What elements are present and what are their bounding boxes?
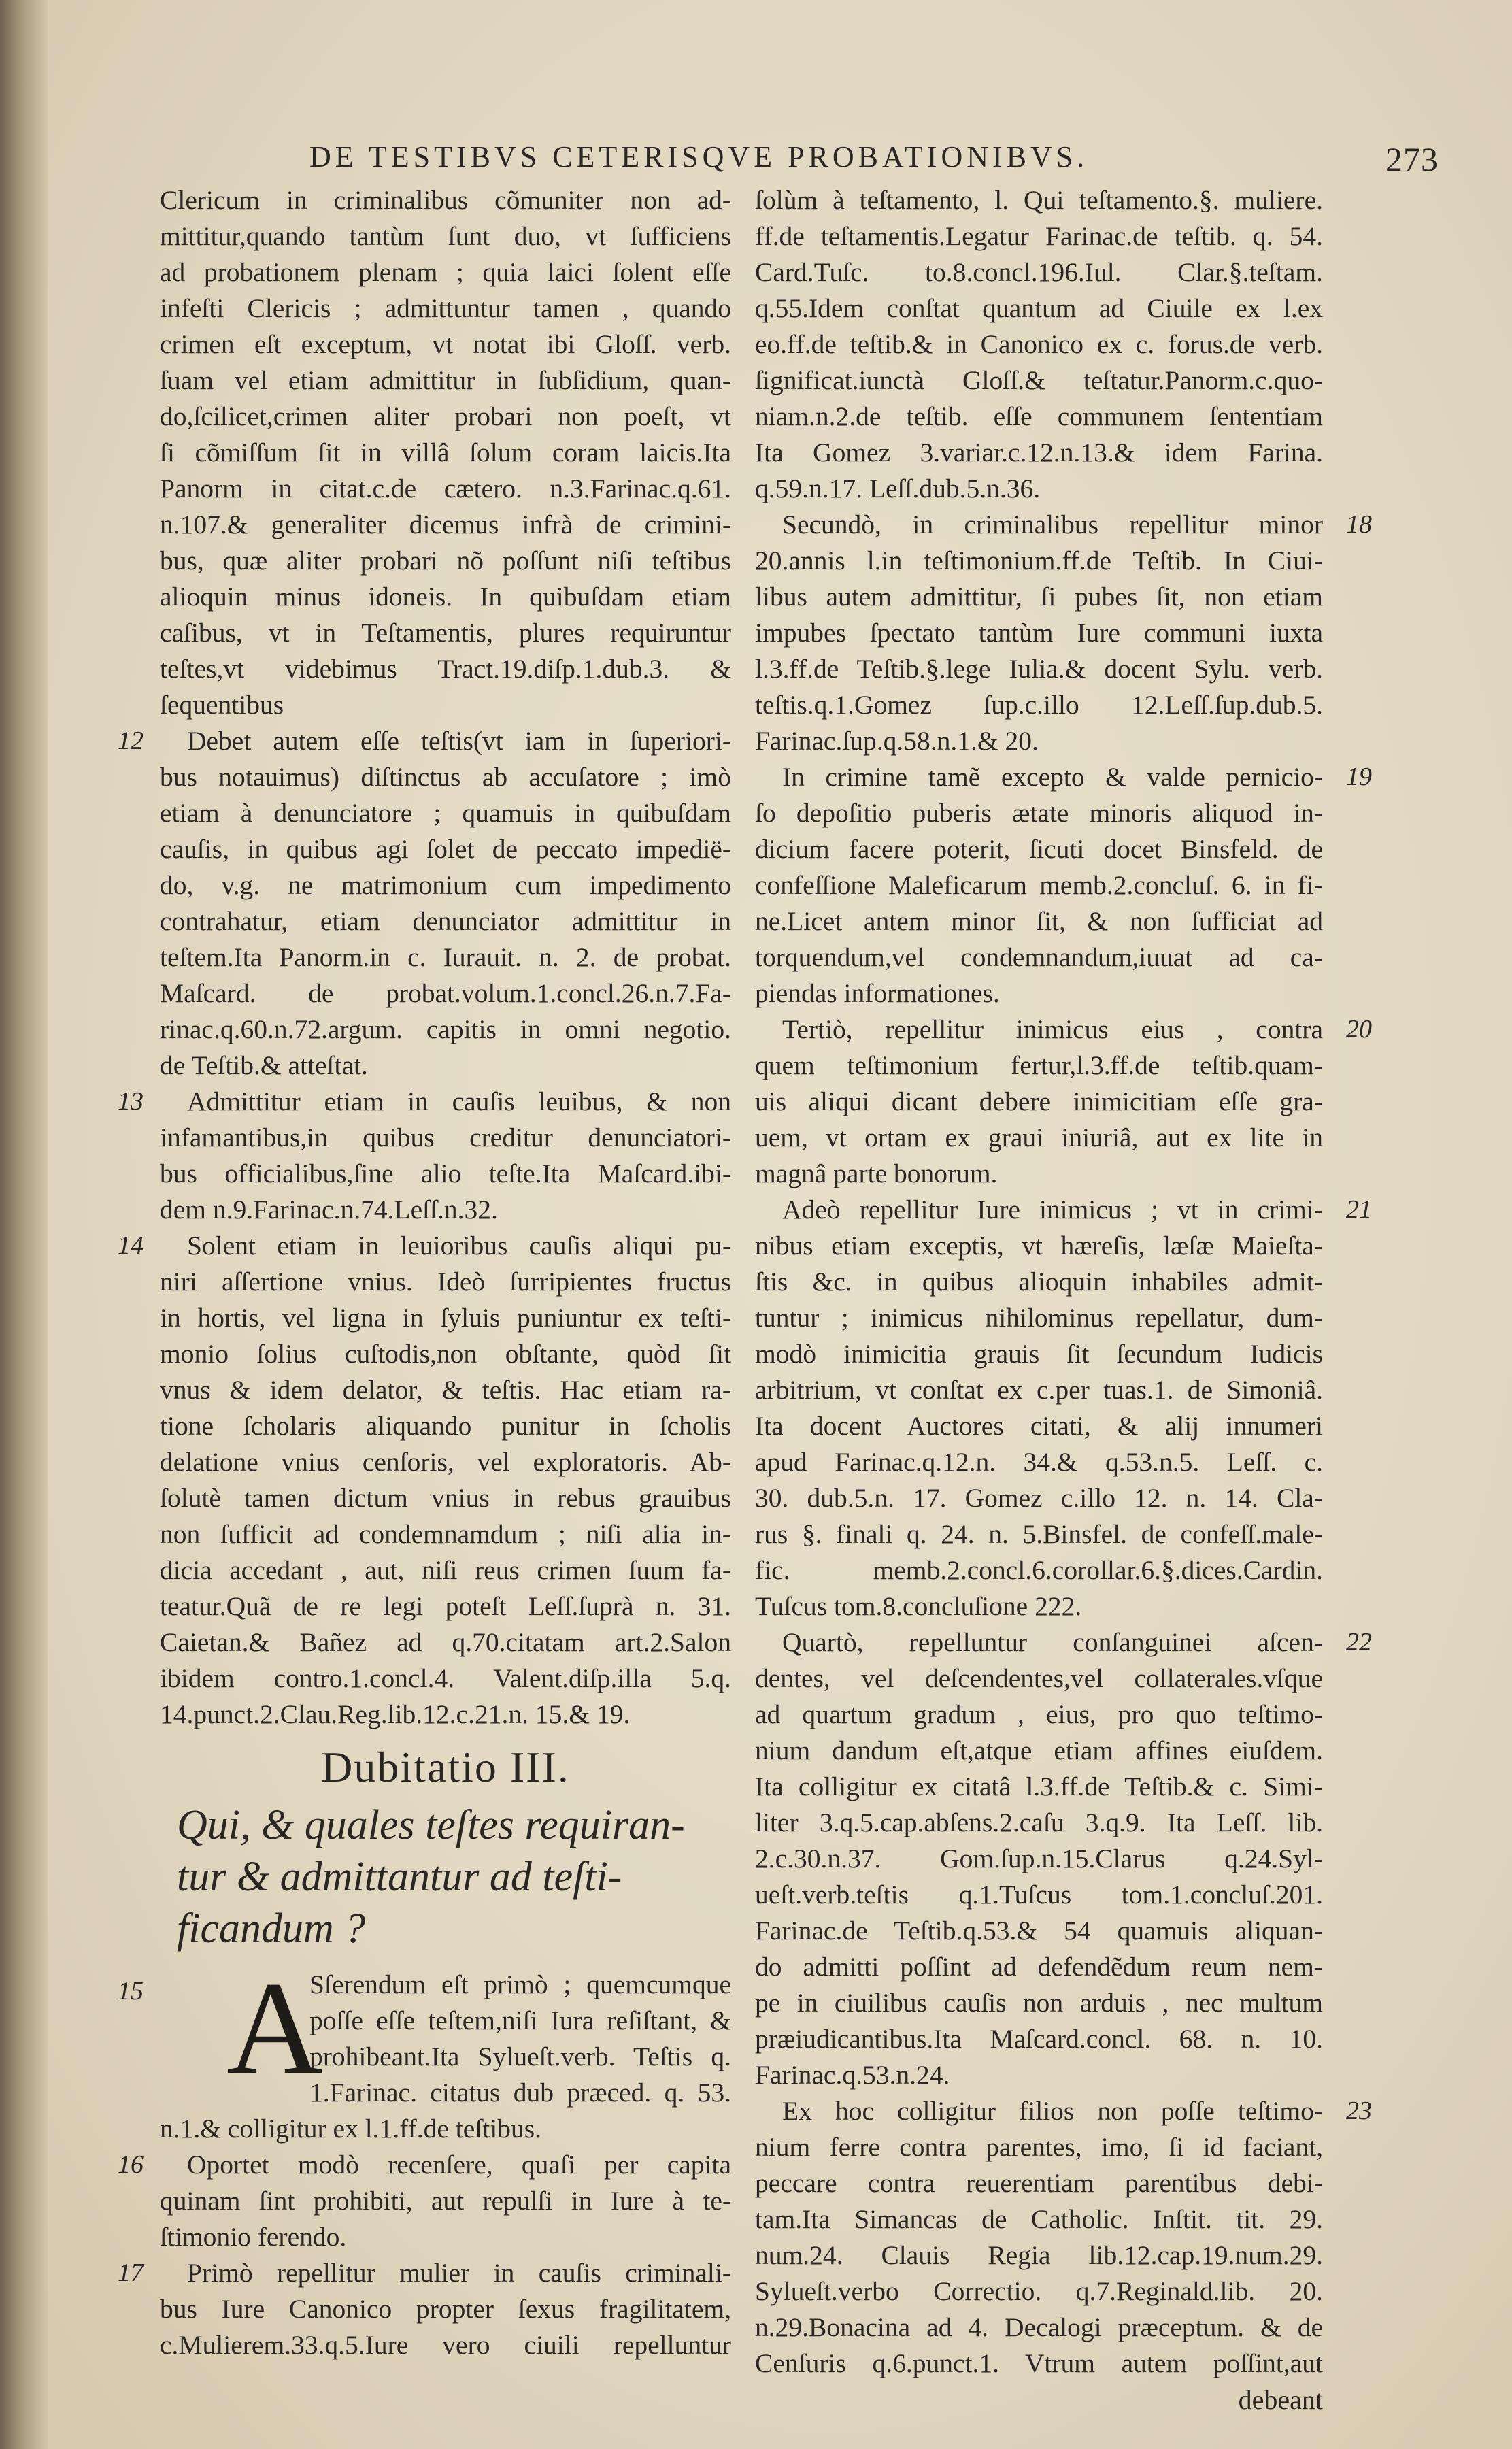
paragraph-18 (755, 507, 1372, 759)
paragraph-13 (118, 1084, 731, 1228)
text-line: in hortis, vel ligna in ſyluis puniuntur ex teſti- (160, 1303, 731, 1333)
page-gutter (0, 0, 48, 2449)
text-line: c.Mulierem.33.q.5.Iure vero ciuili repelluntur (160, 2330, 731, 2360)
text-line: ſuam vel etiam admittitur in ſubſidium, quan- (160, 365, 731, 395)
paragraph-21 (755, 1192, 1372, 1625)
text-line: l.3.ff.de Teſtib.§.lege Iulia.& docent Sylu. verb. (755, 654, 1323, 684)
left-paragraph-continued (160, 182, 731, 723)
text-line: dicium facere poterit, ſicuti docet Binsfeld. de (755, 834, 1323, 864)
text-line: modò inimicitia grauis ſit ſecundum Iudicis (755, 1339, 1323, 1369)
text-line: n.29.Bonacina ad 4. Decalogi præceptum. & de (755, 2312, 1323, 2342)
text-line: dicia accedant , aut, niſi reus crimen ſuum fa- (160, 1555, 731, 1585)
paragraph-23 (755, 2093, 1372, 2382)
text-line: alioquin minus idoneis. In quibuſdam etiam (160, 582, 731, 612)
text-line: torquendum,vel condemnandum,iuuat ad ca- (755, 942, 1323, 972)
paragraph-22 (755, 1625, 1372, 2093)
text-line: præiudicantibus.Ita Maſcard.concl. 68. n. 10. (755, 2024, 1323, 2054)
text-line: vnus & idem delator, & teſtis. Hac etiam ra- (160, 1375, 731, 1405)
text-line: quinam ſint prohibiti, aut repulſi in Iure à te- (160, 2186, 731, 2216)
text-line: Farinac.de Teſtib.q.53.& 54 quamuis aliquan- (755, 1916, 1323, 1946)
text-line: Farinac.q.53.n.24. (755, 2060, 950, 2090)
text-line: nium ferre contra parentes, imo, ſi id faciant, (755, 2132, 1323, 2162)
text-line: tuntur ; inimicus nihilominus repellatur, dum- (755, 1303, 1323, 1333)
text-line: q.55.Idem conſtat quantum ad Ciuile ex l.ex (755, 293, 1323, 323)
text-line: teatur.Quã de re legi poteſt Leſſ.ſuprà n. 31. (160, 1591, 731, 1621)
text-line: piendas informationes. (755, 978, 1000, 1008)
text-line: 30. dub.5.n. 17. Gomez c.illo 12. n. 14. Cla- (755, 1483, 1323, 1513)
text-line: etiam à denunciatore ; quamuis in quibuſdam (160, 798, 731, 828)
text-line: bus Iure Canonico propter ſexus fragilitatem, (160, 2294, 731, 2324)
margin-number: 13 (118, 1087, 144, 1116)
text-line: Tuſcus tom.8.concluſione 222. (755, 1591, 1082, 1621)
right-paragraph-continued (755, 182, 1323, 507)
text-line: ſo depoſitio puberis ætate minoris aliquod in- (755, 798, 1323, 828)
text-line: rus §. finali q. 24. n. 5.Binsfel. de confeſſ.male- (755, 1519, 1323, 1549)
margin-number: 16 (118, 2150, 144, 2179)
text-line: Adeò repellitur Iure inimicus ; vt in crimi- (782, 1195, 1323, 1224)
margin-number: 22 (1346, 1628, 1372, 1656)
subtitle-line: Qui, & quales teſtes requiran- (177, 1802, 685, 1848)
subtitle-line: tur & admittantur ad teſti- (177, 1854, 622, 1900)
text-line: delatione vnius cenſoris, vel exploratoris. Ab- (160, 1447, 731, 1477)
text-line: Ita docent Auctores citati, & alij innumeri (755, 1411, 1323, 1441)
text-line: infamantibus,in quibus creditur denunciatori- (160, 1122, 731, 1152)
text-line: dem n.9.Farinac.n.74.Leſſ.n.32. (160, 1195, 498, 1224)
text-line: Primò repellitur mulier in cauſis criminali- (187, 2258, 731, 2288)
paragraph-16 (118, 2147, 731, 2255)
text-line: niri aſſertione vnius. Ideò ſurripientes fructus (160, 1267, 731, 1297)
text-line: ſtimonio ferendo. (160, 2222, 347, 2252)
text-line: fic. memb.2.concl.6.corollar.6.§.dices.Cardin. (755, 1555, 1323, 1585)
margin-number: 12 (118, 727, 144, 755)
text-line: caſibus, vt in Teſtamentis, plures requiruntur (160, 618, 731, 648)
margin-number: 20 (1346, 1015, 1372, 1044)
text-line: In crimine tamẽ excepto & valde pernicio- (782, 762, 1323, 792)
text-line: rinac.q.60.n.72.argum. capitis in omni negotio. (160, 1014, 731, 1044)
text-line: Card.Tuſc. to.8.concl.196.Iul. Clar.§.teſtam. (755, 257, 1323, 287)
page-header (309, 139, 1439, 180)
text-line: Cenſuris q.6.punct.1. Vtrum autem poſſint,aut (755, 2348, 1323, 2378)
text-line: 14.punct.2.Clau.Reg.lib.12.c.21.n. 15.& 19. (160, 1699, 631, 1729)
text-line: magnâ parte bonorum. (755, 1159, 998, 1188)
text-line: n.1.& colligitur ex l.1.ff.de teſtibus. (160, 2114, 541, 2144)
text-line: ueſt.verb.teſtis q.1.Tuſcus tom.1.concluſ.201. (755, 1880, 1323, 1910)
text-line: ſtis &c. in quibus alioquin inhabiles admit- (755, 1267, 1323, 1297)
paragraph-14 (118, 1228, 731, 1733)
section-subtitle (160, 1799, 731, 1954)
text-line: confeſſione Maleficarum memb.2.concluſ. 6. in fi- (755, 870, 1323, 900)
margin-number: 21 (1346, 1195, 1372, 1224)
catchword: debeant (1238, 2384, 1323, 2415)
text-line: cauſis, in quibus agi ſolet de peccato impedië- (160, 834, 731, 864)
text-line: niam.n.2.de teſtib. eſſe communem ſententiam (755, 401, 1323, 431)
text-line: 2.c.30.n.37. Gom.ſup.n.15.Clarus q.24.Syl- (755, 1844, 1323, 1873)
text-line: pe in ciuilibus cauſis non arduis , nec multum (755, 1988, 1323, 2018)
paragraph-17 (118, 2255, 731, 2363)
text-line: do, v.g. ne matrimonium cum impedimento (160, 870, 731, 900)
paragraph-20 (755, 1012, 1372, 1192)
margin-number: 14 (118, 1231, 144, 1260)
text-line: q.59.n.17. Leſſ.dub.5.n.36. (755, 473, 1041, 503)
text-line: tione ſcholaris aliquando punitur in ſcholis (160, 1411, 731, 1441)
text-line: peccare contra reuerentiam parentibus debi- (755, 2168, 1323, 2198)
left-column (118, 182, 731, 2363)
text-line: ff.de teſtamentis.Legatur Farinac.de teſtib. q. 54. (755, 221, 1323, 251)
text-line: Sſerendum eſt primò ; quemcumque (309, 1969, 731, 1999)
text-line: tam.Ita Simancas de Catholic. Inſtit. tit. 29. (755, 2204, 1323, 2234)
margin-number: 23 (1346, 2097, 1372, 2125)
text-line: mittitur,quando tantùm ſunt duo, vt ſufficiens (160, 221, 731, 251)
text-line: Ita colligitur ex citatâ l.3.ff.de Teſtib.& c. Simi- (755, 1771, 1323, 1801)
margin-number: 17 (118, 2259, 144, 2287)
text-line: teſtem.Ita Panorm.in c. Iurauit. n. 2. de probat. (160, 942, 731, 972)
paragraph-19 (755, 759, 1372, 1012)
text-line: ſignificat.iunctà Gloſſ.& teſtatur.Panorm.c.quo- (755, 365, 1323, 395)
text-line: contrahatur, etiam denunciator admittitur in (160, 906, 731, 936)
text-line: libus autem admittitur, ſi pubes ſit, non etiam (755, 582, 1323, 612)
paragraph-12 (118, 723, 731, 1084)
page-number: 273 (1385, 140, 1439, 178)
text-line: uem, vt ortam ex graui iniuriâ, aut ex lite in (755, 1122, 1323, 1152)
right-column (755, 182, 1372, 2419)
text-line: ſolutè tamen dictum vnius in rebus grauibus (160, 1483, 731, 1513)
text-line: teſtes,vt videbimus Tract.19.diſp.1.dub.3. & (160, 654, 731, 684)
text-line: ſequentibus (160, 690, 284, 720)
text-line: ne.Licet antem minor ſit, & non ſufficiat ad (755, 906, 1323, 936)
catchword-row (755, 2382, 1323, 2419)
text-line: dentes, vel deſcendentes,vel collaterales.vſque (755, 1663, 1323, 1693)
running-head: DE TESTIBVS CETERISQVE PROBATIONIBVS. (309, 140, 1089, 173)
text-line: eo.ff.de teſtib.& in Canonico ex c. forus.de verb. (755, 329, 1323, 359)
text-line: Admittitur etiam in cauſis leuibus, & non (187, 1086, 731, 1116)
text-line: prohibeant.Ita Sylueſt.verb. Teſtis q. (309, 2042, 731, 2071)
subtitle-line: ficandum ? (177, 1905, 366, 1952)
text-line: do admitti poſſint ad defendẽdum reum nem- (755, 1952, 1323, 1982)
text-line: bus officialibus,ſine alio teſte.Ita Maſcard.ibi- (160, 1159, 731, 1188)
text-line: Ita Gomez 3.variar.c.12.n.13.& idem Farina. (755, 437, 1323, 467)
text-line: 20.annis l.in teſtimonium.ff.de Teſtib. In Ciui- (755, 546, 1323, 576)
text-line: bus notauimus) diſtinctus ab accuſatore ; imò (160, 762, 731, 792)
text-line: bus, quæ aliter probari nõ poſſunt niſi teſtibus (160, 546, 731, 576)
text-line: liter 3.q.5.cap.abſens.2.caſu 3.q.9. Ita Leſſ. lib. (755, 1807, 1323, 1837)
text-line: 1.Farinac. citatus dub præced. q. 53. (309, 2078, 731, 2108)
text-line: ibidem contro.1.concl.4. Valent.diſp.illa 5.q. (160, 1663, 731, 1693)
text-line: n.107.& generaliter dicemus infrà de crimini- (160, 510, 731, 539)
text-line: ſi cõmiſſum ſit in villâ ſolum coram laicis.Ita (160, 437, 731, 467)
text-line: Ex hoc colligitur filios non poſſe teſtimo- (782, 2096, 1323, 2126)
text-line: Farinac.ſup.q.58.n.1.& 20. (755, 726, 1039, 756)
text-line: Solent etiam in leuioribus cauſis aliqui pu- (187, 1231, 731, 1261)
text-line: nium dandum eſt,atque etiam affines eiuſdem. (755, 1735, 1323, 1765)
text-line: non ſufficit ad condemnamdum ; niſi alia in- (160, 1519, 731, 1549)
text-line: ſolùm à teſtamento, l. Qui teſtamento.§. muliere. (755, 185, 1323, 215)
text-line: quem teſtimonium fertur,l.3.ff.de teſtib.quam- (755, 1050, 1323, 1080)
text-line: Oportet modò recenſere, quaſi per capita (187, 2150, 731, 2180)
text-line: ad probationem plenam ; quia laici ſolent eſſe (160, 257, 731, 287)
section-heading: Dubitatio III. (321, 1743, 570, 1791)
text-line: Panorm in citat.c.de cætero. n.3.Farinac.q.61. (160, 473, 731, 503)
drop-cap: A (226, 1954, 323, 2102)
margin-number: 15 (118, 1977, 144, 2005)
text-line: nibus etiam exceptis, vt hæreſis, læſæ Maieſta- (755, 1231, 1323, 1261)
text-line: crimen eſt exceptum, vt notat ibi Gloſſ. verb. (160, 329, 731, 359)
text-line: ad quartum gradum , eius, pro quo teſtimo- (755, 1699, 1323, 1729)
text-line: impubes ſpectato tantùm Iure communi iuxta (755, 618, 1323, 648)
paragraph-15 (118, 1954, 731, 2147)
text-line: Tertiò, repellitur inimicus eius , contra (782, 1014, 1323, 1044)
text-line: Clericum in criminalibus cõmuniter non ad- (160, 185, 731, 215)
margin-number: 19 (1346, 763, 1372, 791)
text-line: Sylueſt.verbo Correctio. q.7.Reginald.lib. 20. (755, 2276, 1323, 2306)
text-line: Secundò, in criminalibus repellitur minor (782, 510, 1323, 539)
text-line: Caietan.& Bañez ad q.70.citatam art.2.Salon (160, 1627, 731, 1657)
margin-number: 18 (1346, 510, 1372, 539)
text-line: uis aliqui dicant debere inimicitiam eſſe gra- (755, 1086, 1323, 1116)
text-line: do,ſcilicet,crimen aliter probari non poeſt, vt (160, 401, 731, 431)
text-line: num.24. Clauis Regia lib.12.cap.19.num.29. (755, 2240, 1323, 2270)
text-line: poſſe eſſe teſtem,niſi Iura reſiſtant, & (309, 2005, 731, 2035)
text-line: infeſti Clericis ; admittuntur tamen , quando (160, 293, 731, 323)
text-line: Debet autem eſſe teſtis(vt iam in ſuperiori- (187, 726, 731, 756)
text-line: Quartò, repelluntur conſanguinei aſcen- (782, 1627, 1323, 1657)
text-line: apud Farinac.q.12.n. 34.& q.53.n.5. Leſſ. c. (755, 1447, 1323, 1477)
text-line: arbitrium, vt conſtat ex c.per tuas.1. de Simoniâ. (755, 1375, 1323, 1405)
text-line: Maſcard. de probat.volum.1.concl.26.n.7.Fa- (160, 978, 731, 1008)
text-line: monio ſolius cuſtodis,non obſtante, quòd ſit (160, 1339, 731, 1369)
text-line: de Teſtib.& atteſtat. (160, 1050, 368, 1080)
text-line: teſtis.q.1.Gomez ſup.c.illo 12.Leſſ.ſup.dub.5. (755, 690, 1323, 720)
